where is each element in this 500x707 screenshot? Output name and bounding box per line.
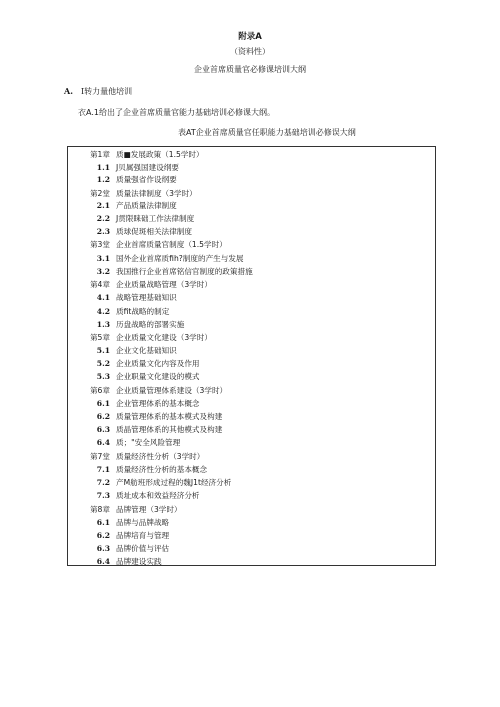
- outline-number: 2.3: [96, 227, 110, 236]
- appendix-title: 附录A: [238, 32, 262, 42]
- outline-number: 第5章: [89, 333, 110, 342]
- outline-label: 质■发展政策（1.5学时）: [116, 150, 204, 159]
- outline-number: 5.2: [96, 359, 110, 368]
- outline-label: 品牌培育与管理: [116, 531, 170, 540]
- outline-label: 质量法律制度（3学时）: [116, 189, 197, 198]
- outline-number: 6.1: [96, 518, 110, 527]
- outline-label: 质址成本和效益羟济分析: [116, 491, 200, 500]
- intro-paragraph: 衣A.1给出了企业首席质量官能力基础培训必修课大纲。: [78, 108, 275, 117]
- outline-number: 1.2: [96, 175, 110, 184]
- outline-label: 质量强省作设纲要: [116, 175, 177, 184]
- outline-label: 质量经济性分析（3学时）: [116, 452, 205, 461]
- outline-number: 第7堂: [89, 452, 110, 461]
- outline-label: 战略管理基础知识: [116, 293, 177, 302]
- outline-number: 第8章: [89, 505, 110, 514]
- outline-label: 质量经济性分析的基本概念: [116, 465, 208, 474]
- outline-number: 6.2: [96, 531, 110, 540]
- outline-label: 企业文化基础知识: [116, 346, 177, 355]
- outline-label: 质晶管理体系的其他模式及构建: [116, 425, 223, 434]
- outline-label: J贯限睐础工作法律制度: [116, 214, 195, 223]
- outline-label: 企业职量文化建设的模式: [116, 372, 200, 381]
- outline-number: 3.1: [96, 254, 110, 263]
- outline-number: 7.3: [96, 491, 110, 500]
- outline-label: 企业质量战略管理（3学时）: [116, 280, 212, 289]
- section-title: I转力量他培训: [81, 87, 133, 96]
- outline-number: 7.2: [96, 478, 110, 487]
- outline-label: 品牌价值与评估: [116, 544, 170, 553]
- outline-number: 2.1: [96, 201, 110, 210]
- outline-number: 7.1: [96, 465, 110, 474]
- outline-label: 质球促斑相关法律制度: [116, 227, 192, 236]
- outline-label: 企业质量文化建设（3学时）: [116, 333, 212, 342]
- outline-number: 4.2: [96, 307, 110, 316]
- outline-label: 品牌建设实践: [116, 557, 162, 566]
- outline-number: 第3堂: [89, 240, 110, 249]
- outline-number: 第1章: [89, 150, 110, 159]
- outline-number: 第4章: [89, 280, 110, 289]
- outline-number: 第2堂: [89, 189, 110, 198]
- outline-number: 4.1: [96, 293, 110, 302]
- document-title: 企业首席质量官必修课培训大纲: [194, 65, 306, 74]
- outline-number: 第6章: [89, 386, 110, 395]
- outline-number: 2.2: [96, 214, 110, 223]
- outline-number: 1.3: [96, 320, 110, 329]
- outline-label: 我国推行企业首席铭信官制度的政策措施: [116, 267, 253, 276]
- outline-label: 品牌管理（3学时）: [116, 505, 182, 514]
- outline-number: 6.4: [96, 557, 110, 566]
- outline-label: 历盘战略的部署实施: [116, 320, 185, 329]
- outline-number: 3.2: [96, 267, 110, 276]
- outline-number: 5.1: [96, 346, 110, 355]
- outline-label: 产M舫班形成过程的魏J1t经济分析: [116, 478, 232, 487]
- section-number: A.: [64, 86, 73, 96]
- outline-label: 国外企业首席质fih?制度的产生与发展: [116, 254, 244, 263]
- outline-label: 企业首席质量官制度（1.5学时）: [116, 240, 227, 249]
- outline-table: [67, 146, 436, 566]
- outline-label: 企业质量管理体系建设（3学时）: [116, 386, 228, 395]
- outline-label: 质；"安全风险管理: [116, 438, 181, 447]
- outline-number: 1.1: [96, 163, 110, 172]
- outline-label: 品牌与品牌战略: [116, 518, 170, 527]
- outline-label: J贝属强国建设纲要: [116, 163, 179, 172]
- outline-number: 6.2: [96, 412, 110, 421]
- outline-number: 6.4: [96, 438, 110, 447]
- outline-number: 6.1: [96, 399, 110, 408]
- outline-label: 企业质量文化内容及作用: [116, 359, 200, 368]
- outline-number: 5.3: [96, 372, 110, 381]
- outline-label: 企业管理体系的基本概念: [116, 399, 200, 408]
- outline-number: 6.3: [96, 544, 110, 553]
- section-heading: [64, 86, 132, 97]
- outline-number: 6.3: [96, 425, 110, 434]
- outline-label: 质fit战略的制定: [116, 307, 170, 316]
- outline-label: 产品质量法律制度: [116, 201, 177, 210]
- outline-label: 质量管理体系的基本模式及构建: [116, 412, 223, 421]
- table-caption: 表AT企业首席质量官任职能力基础培训必修误大纲: [178, 128, 356, 137]
- appendix-note: （资料性）: [230, 47, 270, 56]
